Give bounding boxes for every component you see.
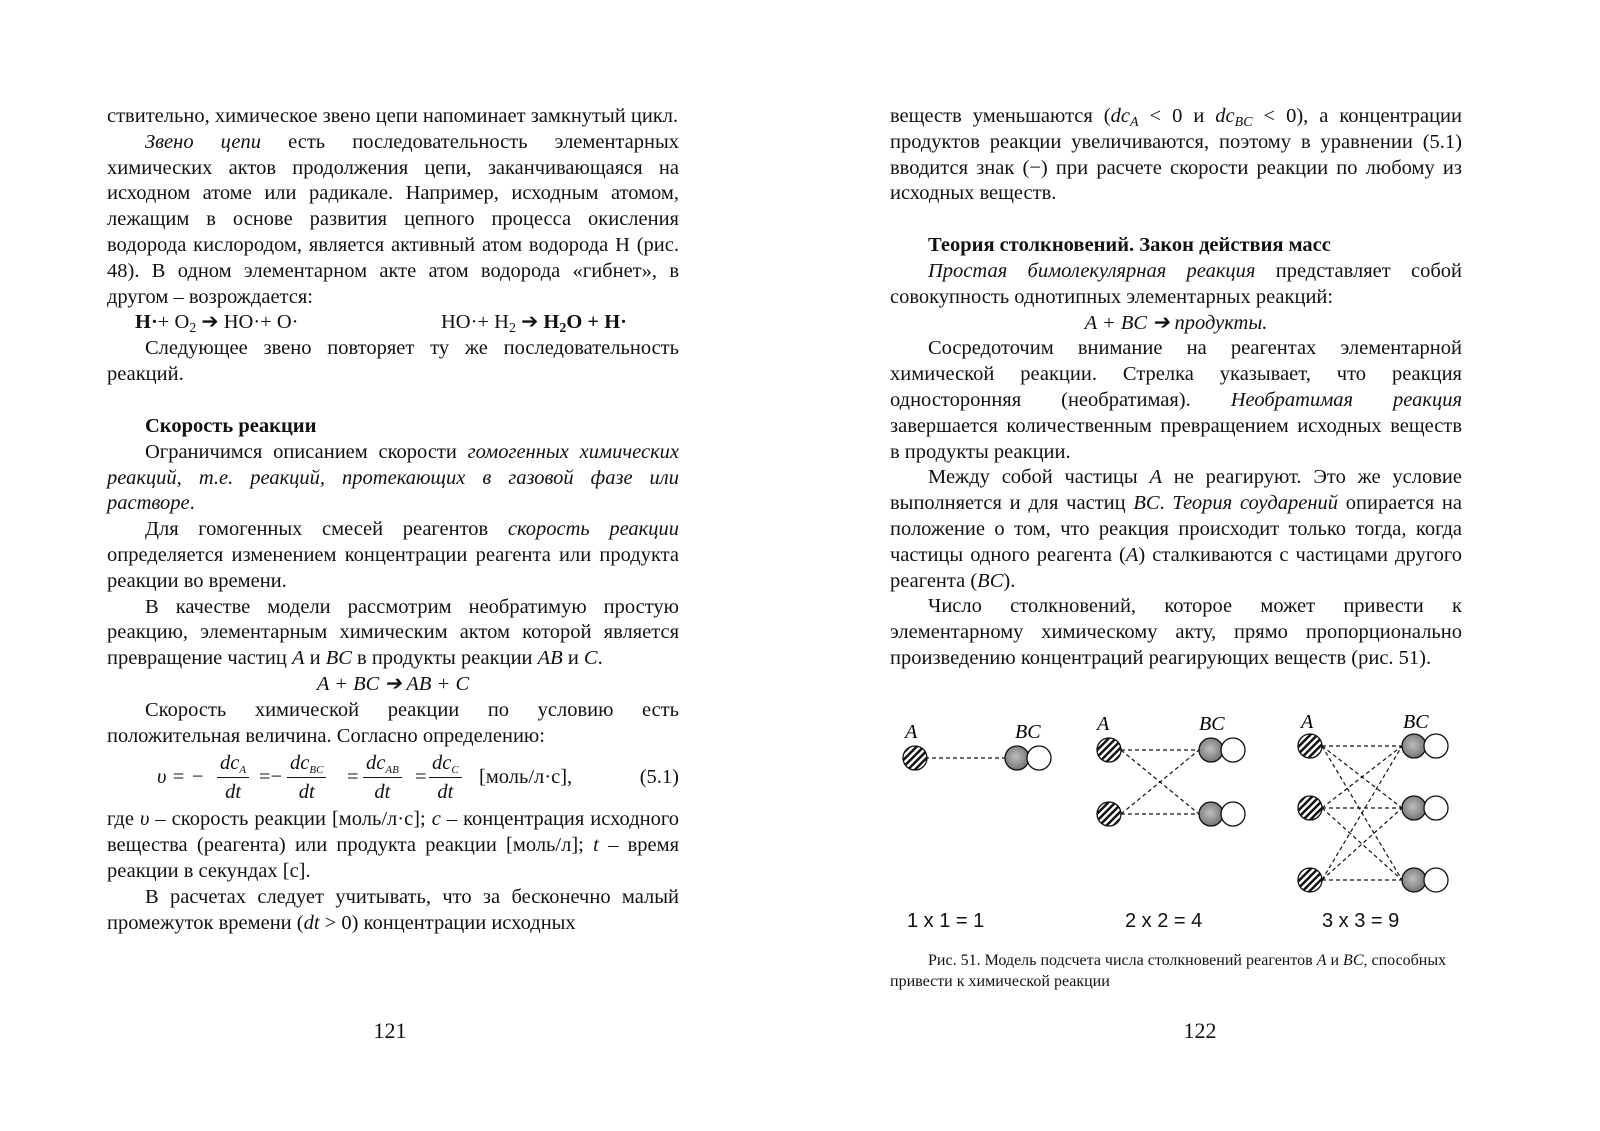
right-text-column <box>890 104 1462 672</box>
label-bc: BC <box>1015 721 1041 743</box>
term-italic: Простая бимолекулярная реакция <box>928 259 1256 282</box>
page-number: 121 <box>373 1018 407 1043</box>
paragraph-text: определяется изменением концентрации реагента или продукта реакции во времени. <box>107 543 679 592</box>
eq-term: H· <box>135 311 158 334</box>
paragraph-text: есть последовательность элементарных химических актов продолжения цепи, заканчивающаяся на исходном атоме или радикале. Например, исходным атомом, лежащим в основе развития цепного процесса окисления водорода кислородом, является активный атом водорода Н (рис. 48). В одном элементарном акте атом водорода «гибнет», в другом – возрождается: <box>107 130 679 308</box>
term-italic: гомогенных химических реакций, т.е. реакций, протекающих в газовой фазе или растворе <box>107 440 680 515</box>
frac-num: dc <box>366 752 386 775</box>
count-label: 3 x 3 = 9 <box>1322 910 1400 932</box>
fraction <box>429 751 462 806</box>
frac-den: dt <box>298 781 315 804</box>
symbol: dt <box>303 911 320 934</box>
formula-units: [моль/л·с], <box>479 766 573 789</box>
equation-number: (5.1) <box>639 766 679 789</box>
fraction <box>363 751 402 806</box>
paragraph <box>107 517 679 594</box>
figure-labels <box>903 711 1429 743</box>
particle-c <box>1424 868 1448 892</box>
paragraph-text: и <box>562 647 584 670</box>
label-a: A <box>1097 713 1110 735</box>
paragraph-text: < 0), а концентрации продуктов реакции увеличиваются, поэтому в уравнении (5.1) вводится знак (−) при расчете скорости реакции по любому из исходных веществ. <box>890 105 1463 205</box>
frac-num: dc <box>290 752 310 775</box>
symbol: A <box>1125 543 1139 566</box>
paragraph: Следующее звено повторяет ту же последовательность реакций. <box>107 337 679 386</box>
caption-part: и <box>1326 952 1344 969</box>
rate-formula <box>107 751 679 807</box>
paragraph-text: > 0) концентрации исходных <box>319 911 576 934</box>
formula-op: = <box>347 766 359 789</box>
frac-sub: BC <box>309 764 324 777</box>
equation-right <box>441 310 627 336</box>
paragraph-text: – скорость реакции [моль/л·с]; <box>149 808 432 831</box>
label-bc: BC <box>1403 711 1429 733</box>
caption-text <box>890 950 1462 992</box>
eq-subscript: 2 <box>189 321 197 337</box>
paragraph-text: ). <box>1003 569 1016 592</box>
symbol-sub: BC <box>1234 115 1253 130</box>
frac-den: dt <box>225 781 242 804</box>
particle-c <box>1221 738 1245 762</box>
symbol: A <box>1149 466 1162 489</box>
paragraph: Число столкновений, которое может привести к элементарному химическому акту, прямо пропорционально произведению концентраций реагирующих веществ (рис. 51). <box>890 595 1462 669</box>
paragraph <box>107 440 679 517</box>
formula-op: =− <box>259 766 283 789</box>
particle-b <box>1005 746 1029 770</box>
frac-num: dc <box>220 752 240 775</box>
paragraph-text: Для гомогенных смесей реагентов <box>145 518 508 541</box>
reaction-text: A + BC ➔ AB + C <box>316 672 470 695</box>
paragraph-text: В качестве модели рассмотрим необратимую простую реакцию, элементарным химическим актом которой является превращение частиц <box>107 595 679 670</box>
label-a: A <box>1301 711 1314 733</box>
particle-c <box>1424 734 1448 758</box>
collision-lines <box>925 746 1402 880</box>
symbol: BC <box>977 569 1004 592</box>
particle-b <box>1199 738 1223 762</box>
section-heading: Скорость реакции <box>145 414 317 437</box>
paragraph <box>890 259 1462 311</box>
eq-term: ➔ HO·+ O· <box>196 311 299 334</box>
symbol: A <box>1316 952 1327 969</box>
paragraph <box>890 336 1462 465</box>
reaction-equation <box>107 672 679 698</box>
paragraph <box>107 595 679 672</box>
section-heading: Теория столкновений. Закон действия масс <box>928 234 1331 257</box>
paragraph-text: Ограничимся описанием скорости <box>145 440 468 463</box>
symbol: BC <box>1343 952 1364 969</box>
frac-den: dt <box>437 781 454 804</box>
paragraph-text: Сосредоточим внимание на реагентах элементарной химической реакции. Стрелка указывает, что реакция односторонняя (необратимая). <box>890 337 1462 411</box>
label-a: A <box>905 721 918 743</box>
symbol: BC <box>325 647 352 670</box>
eq-subscript: 2 <box>559 321 567 337</box>
particle-b <box>1402 734 1426 758</box>
frac-sub: AB <box>385 764 399 777</box>
paragraph-text: . <box>1159 492 1173 515</box>
symbol: C <box>583 647 598 670</box>
paragraph-text: не реагируют. Это же условие выполняется и для частиц <box>890 466 1462 515</box>
eq-subscript: 2 <box>508 321 516 337</box>
paragraph-text: < 0 и <box>1138 105 1216 127</box>
eq-term: HO·+ H <box>441 311 509 334</box>
symbol: υ <box>139 808 150 831</box>
symbol-sub: A <box>1130 115 1139 130</box>
symbol: dc <box>1215 105 1235 127</box>
paragraph-text: – время реакции в секундах [с]. <box>107 834 679 882</box>
particle-a <box>1298 868 1322 892</box>
symbol: dc <box>1110 105 1130 127</box>
particle-b <box>1199 802 1223 826</box>
symbol: c <box>431 808 441 831</box>
fraction <box>217 751 249 806</box>
frac-num: dc <box>432 752 452 775</box>
count-label: 2 x 2 = 4 <box>1125 910 1203 932</box>
term-italic: скорость реакции <box>507 518 679 541</box>
paragraph <box>890 104 1462 207</box>
symbol: AB <box>537 647 563 670</box>
caption-part: Рис. 51. Модель подсчета числа столкновений реагентов <box>928 952 1317 969</box>
fraction <box>287 751 326 806</box>
paragraph <box>890 465 1462 594</box>
paragraph-text: завершается количественным превращением исходных веществ в продукты реакции. <box>890 414 1462 463</box>
paragraph-text: веществ уменьшаются ( <box>890 105 1111 127</box>
term-italic: Звено цепи <box>145 130 262 153</box>
eq-term: O + H· <box>566 311 627 334</box>
paragraph-text: . <box>189 492 195 515</box>
reaction-equation <box>890 311 1462 337</box>
paragraph-text: где <box>107 808 140 831</box>
eq-term: + O <box>157 311 190 334</box>
eq-term: H <box>543 311 560 334</box>
paragraph-text: в продукты реакции <box>351 647 538 670</box>
left-text-column <box>107 104 679 936</box>
particle-a <box>1097 802 1121 826</box>
frac-sub: C <box>451 764 459 777</box>
paragraph <box>107 807 679 884</box>
paragraph-text: . <box>597 647 603 670</box>
figure-caption <box>890 950 1462 992</box>
particle-a <box>1298 734 1322 758</box>
reaction-text: A + BC ➔ продукты. <box>1084 311 1268 334</box>
paragraph-text: В расчетах следует учитывать, что за бесконечно малый промежуток времени ( <box>107 885 679 934</box>
term-italic: Необратимая реакция <box>1230 388 1462 411</box>
count-label: 1 x 1 = 1 <box>907 910 985 932</box>
particle-a <box>903 746 927 770</box>
eq-arrow: ➔ <box>515 311 544 334</box>
paragraph <box>107 130 679 311</box>
paragraph <box>107 885 679 937</box>
paragraph-text: и <box>304 647 326 670</box>
particle-b <box>1402 868 1426 892</box>
paragraph-text: – концентрация исходного вещества (реагента) или продукта реакции [моль/л]; <box>107 808 679 857</box>
particle-a <box>1097 738 1121 762</box>
paragraph: Скорость химической реакции по условию есть положительная величина. Согласно определению: <box>107 698 679 747</box>
equation-left <box>135 310 298 336</box>
paragraph: ствительно, химическое звено цепи напоминает замкнутый цикл. <box>107 105 679 127</box>
frac-sub: A <box>239 764 247 777</box>
formula-v <box>157 765 204 791</box>
particle-a <box>1298 796 1322 820</box>
particle-b <box>1402 796 1426 820</box>
formula-op: = <box>415 766 427 789</box>
caption-part: , способных привести к химической реакции <box>890 952 1447 990</box>
collision-figure <box>897 708 1477 940</box>
particle-c <box>1027 746 1051 770</box>
formula-symbol: υ = − <box>157 766 205 789</box>
right-page <box>800 0 1600 1131</box>
paragraph-text: опирается на положение о том, что реакция происходит только тогда, когда частицы одного реагента ( <box>890 492 1462 566</box>
frac-den: dt <box>374 781 391 804</box>
page-number: 122 <box>1183 1018 1217 1043</box>
symbol: t <box>593 834 599 857</box>
symbol: BC <box>1133 492 1160 515</box>
paragraph-text: представляет собой совокупность однотипных элементарных реакций: <box>890 259 1462 308</box>
symbol: A <box>291 647 305 670</box>
particle-c <box>1424 796 1448 820</box>
term-italic: Теория соударений <box>1172 492 1339 515</box>
paragraph-text: ) сталкиваются с частицами другого реагента ( <box>890 543 1462 592</box>
particle-c <box>1221 802 1245 826</box>
collision-diagram <box>897 708 1477 908</box>
label-bc: BC <box>1199 713 1225 735</box>
paragraph-text: Между собой частицы <box>928 466 1150 489</box>
chain-equations <box>107 310 679 336</box>
